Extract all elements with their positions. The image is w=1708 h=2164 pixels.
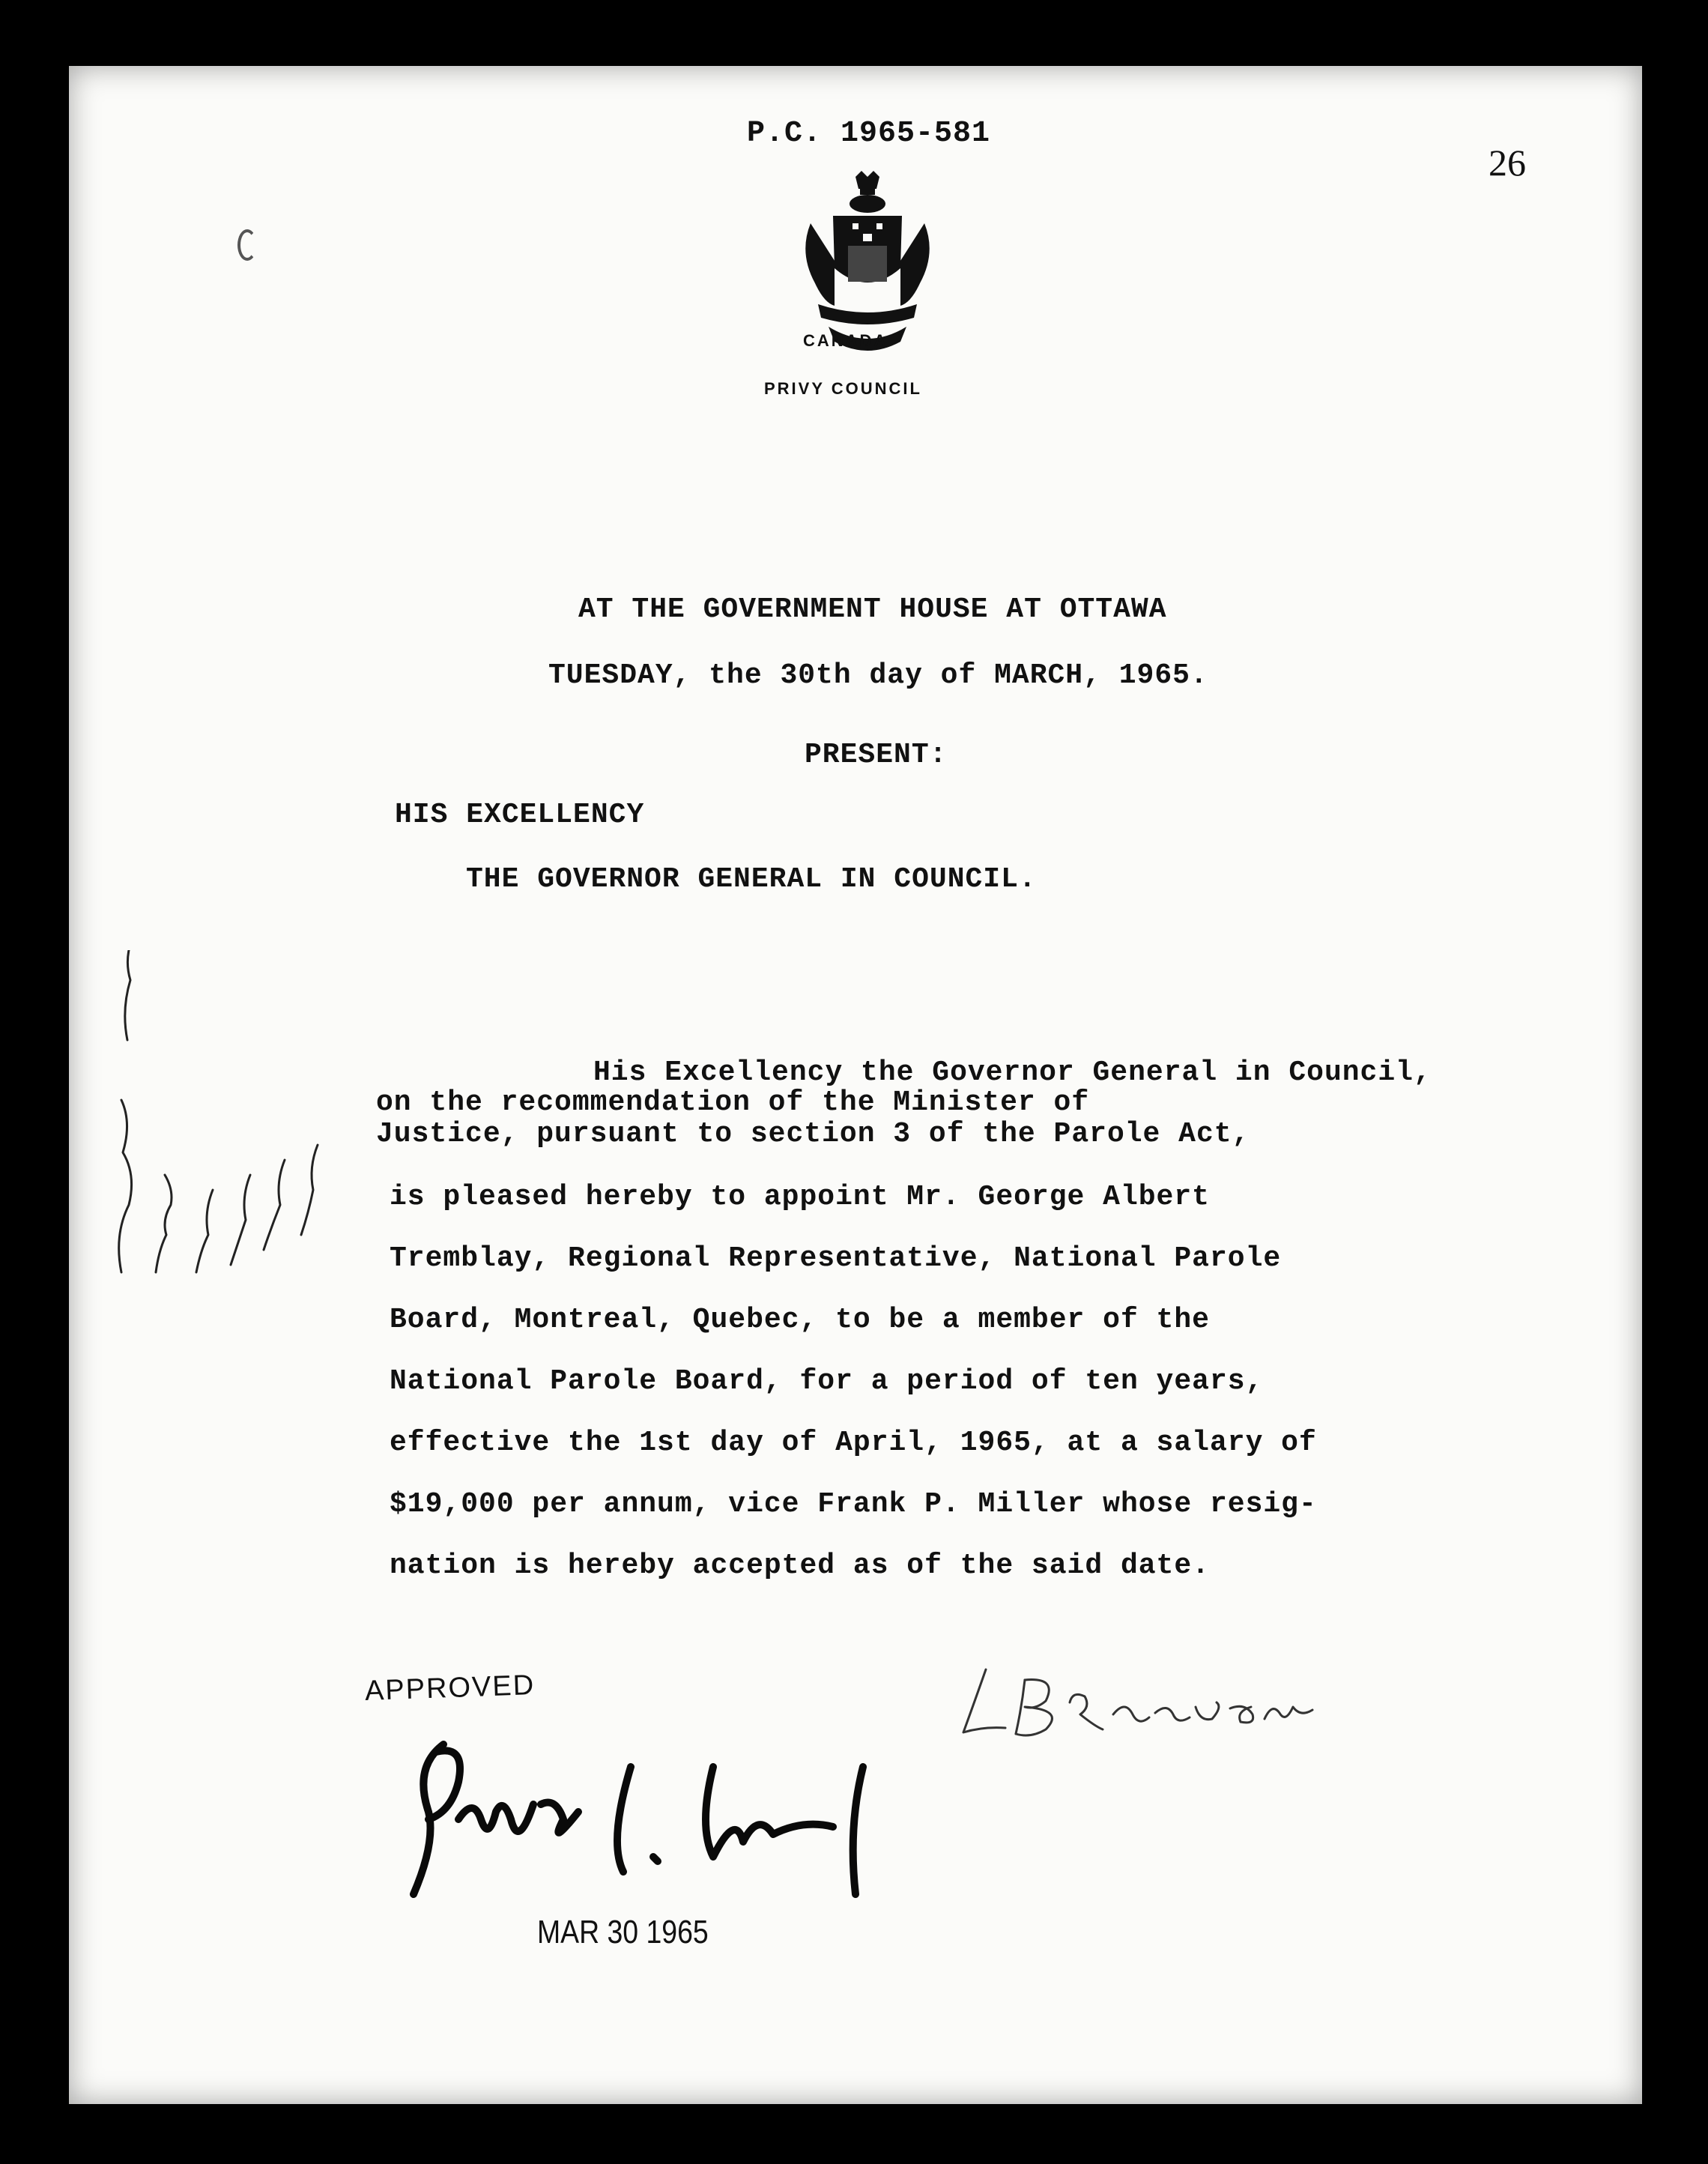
order-number: P.C. 1965-581 xyxy=(747,117,991,151)
excellency-line: HIS EXCELLENCY xyxy=(395,799,645,831)
order-place: AT THE GOVERNMENT HOUSE AT OTTAWA xyxy=(578,593,1167,626)
governor-council-line: THE GOVERNOR GENERAL IN COUNCIL. xyxy=(466,863,1037,895)
approval-date: MAR 30 1965 xyxy=(537,1914,709,1950)
body-line: Board, Montreal, Quebec, to be a member of the xyxy=(390,1304,1210,1336)
order-date: TUESDAY, the 30th day of MARCH, 1965. xyxy=(548,659,1208,692)
country-label: CANADA xyxy=(803,331,888,350)
document-page xyxy=(69,66,1642,2104)
council-label: PRIVY COUNCIL xyxy=(764,379,922,398)
coat-of-arms-icon xyxy=(788,171,945,396)
body-line: is pleased hereby to appoint Mr. George Albert xyxy=(390,1181,1210,1213)
body-line: on the recommendation of the Minister of xyxy=(376,1086,1090,1119)
pearson-signature-icon xyxy=(953,1654,1432,1759)
vanier-signature-icon xyxy=(384,1722,938,1917)
body-line: Justice, pursuant to section 3 of the Parole Act, xyxy=(376,1118,1250,1150)
body-line: National Parole Board, for a period of ten years, xyxy=(390,1365,1264,1397)
page-number: 26 xyxy=(1489,142,1526,184)
body-line: nation is hereby accepted as of the said date. xyxy=(390,1550,1210,1582)
margin-distribution-note-icon xyxy=(84,950,331,1295)
approved-label: APPROVED xyxy=(364,1669,536,1707)
punch-hole-icon xyxy=(237,229,257,261)
body-line: His Excellency the Governor General in Council, xyxy=(593,1057,1432,1089)
body-line: Tremblay, Regional Representative, National Parole xyxy=(390,1242,1282,1275)
body-line: effective the 1st day of April, 1965, at a salary of xyxy=(390,1427,1317,1459)
body-line: $19,000 per annum, vice Frank P. Miller whose resig- xyxy=(390,1488,1317,1520)
present-heading: PRESENT: xyxy=(805,739,948,771)
